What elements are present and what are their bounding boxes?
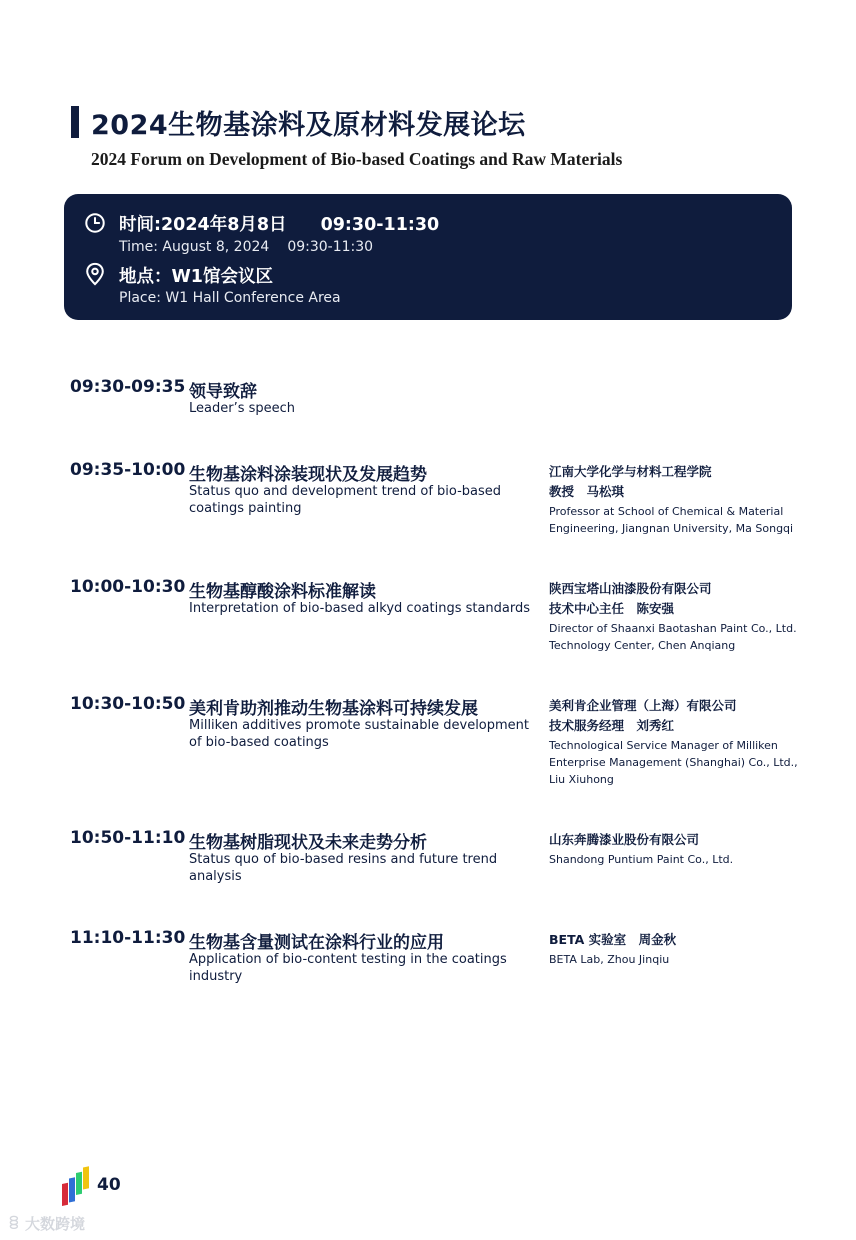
agenda-topic-en: Interpretation of bio-based alkyd coatings standards: [189, 601, 531, 616]
time-en: [119, 239, 373, 255]
agenda-time: 09:35-10:00: [70, 460, 186, 480]
agenda-topic-cn: 生物基醇酸涂料标准解读: [189, 582, 376, 602]
agenda-speaker: [549, 830, 799, 868]
agenda-topic-en: Status quo of bio-based resins and future trend analysis: [189, 852, 498, 884]
agenda-time: 10:00-10:30: [70, 577, 186, 597]
agenda-topic-en: Application of bio-content testing in the coatings industry: [189, 952, 507, 984]
watermark: [8, 1213, 85, 1234]
agenda-topic-cn: 生物基树脂现状及未来走势分析: [189, 833, 427, 853]
time-en-hours: 09:30-11:30: [287, 239, 374, 255]
speaker-en: BETA Lab, Zhou Jinqiu: [549, 953, 670, 966]
event-info-box: [64, 194, 792, 320]
speaker-cn-line: 教授 马松琪: [549, 484, 625, 499]
page-title-en: 2024 Forum on Development of Bio-based Coatings and Raw Materials: [91, 149, 623, 169]
agenda-topic-cn: 生物基涂料涂装现状及发展趋势: [189, 465, 427, 485]
watermark-text: 大数跨境: [24, 1215, 85, 1233]
speaker-cn-line: 技术中心主任 陈安强: [549, 601, 675, 616]
agenda-speaker: [549, 462, 799, 537]
speaker-cn-line: 陕西宝塔山油漆股份有限公司: [549, 581, 712, 596]
speaker-cn-line: 技术服务经理 刘秀红: [549, 718, 675, 733]
speaker-cn-line: BETA 实验室 周金秋: [549, 932, 677, 947]
agenda-speaker: [549, 696, 799, 788]
agenda-time: 11:10-11:30: [70, 928, 186, 948]
page-title-cn: 2024生物基涂料及原材料发展论坛: [91, 110, 526, 141]
speaker-cn-line: 美利肯企业管理（上海）有限公司: [549, 698, 737, 713]
clock-icon: [84, 211, 106, 235]
title-accent-bar: [71, 106, 79, 138]
speaker-en: Director of Shaanxi Baotashan Paint Co., Ltd. Technology Center, Chen Anqiang: [549, 622, 797, 652]
agenda-speaker: [549, 579, 799, 654]
time-en-label: Time: August 8, 2024: [119, 239, 270, 255]
time-cn: [119, 211, 439, 236]
location-pin-icon: [84, 261, 106, 287]
agenda-topic-en: Leader’s speech: [189, 401, 296, 416]
agenda-time: 10:30-10:50: [70, 694, 186, 714]
speaker-en: Shandong Puntium Paint Co., Ltd.: [549, 853, 734, 866]
agenda-topic-en: Milliken additives promote sustainable development of bio-based coatings: [189, 718, 530, 750]
watermark-logo-icon: ꊞ: [8, 1215, 25, 1233]
speaker-en: Professor at School of Chemical & Material Engineering, Jiangnan University, Ma Songqi: [549, 505, 794, 535]
place-en: Place: W1 Hall Conference Area: [119, 290, 341, 306]
agenda-topic-en: Status quo and development trend of bio-based coatings painting: [189, 484, 502, 516]
agenda-speaker: [549, 930, 799, 968]
page-number: 40: [97, 1175, 121, 1195]
agenda-topic-cn: 领导致辞: [189, 382, 257, 402]
agenda-time: 10:50-11:10: [70, 828, 186, 848]
speaker-cn-line: 山东奔腾漆业股份有限公司: [549, 832, 700, 847]
time-cn-label: 时间:2024年8月8日: [119, 215, 287, 235]
agenda-time: 09:30-09:35: [70, 377, 186, 397]
agenda-topic-cn: 生物基含量测试在涂料行业的应用: [189, 933, 444, 953]
speaker-cn-line: 江南大学化学与材料工程学院: [549, 464, 712, 479]
logo-icon: [62, 1166, 90, 1210]
time-cn-hours: 09:30-11:30: [320, 215, 440, 235]
speaker-en: Technological Service Manager of Milliken Enterprise Management (Shanghai) Co., Ltd., Liu Xiuhong: [549, 739, 798, 786]
agenda-topic-cn: 美利肯助剂推动生物基涂料可持续发展: [189, 699, 478, 719]
place-cn: 地点：W1馆会议区: [119, 267, 273, 287]
